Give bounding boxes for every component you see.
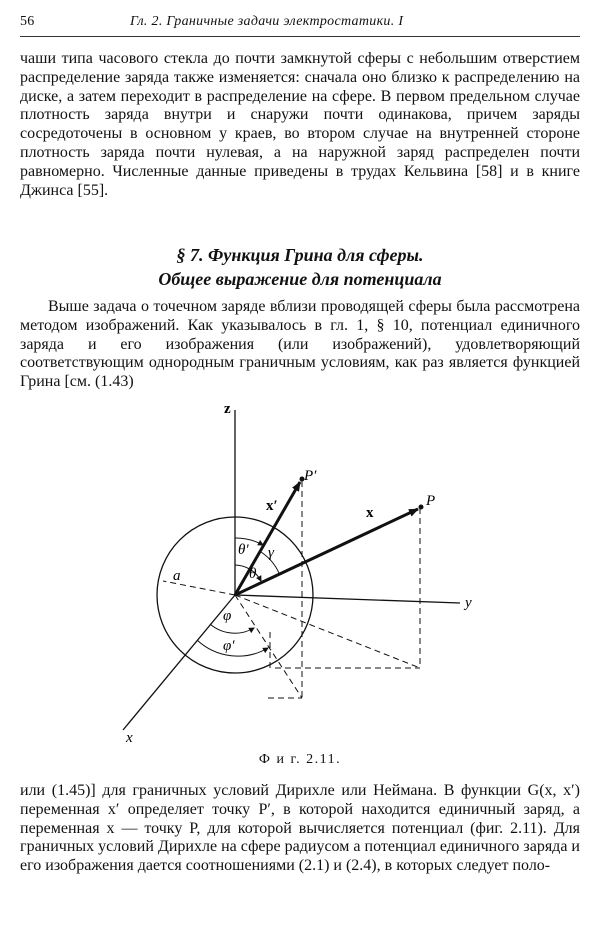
label-phi: φ (223, 608, 232, 624)
page-number: 56 (20, 14, 35, 29)
label-gamma: γ (268, 545, 274, 561)
label-phi-prime: φ′ (223, 638, 235, 654)
page-header (20, 10, 580, 36)
p-prime-foot-line (235, 595, 302, 698)
x-axis (123, 595, 235, 730)
paragraph-intro: Выше задача о точечном заряде вблизи проводящей сферы была рассмотрена методом изображений. Как указывалось в гл. 1, § 10, потенциал единичного заряда и его изображения (или изображений), удовлетворяющий соответствующим однородным граничным условиям, как раз является функцией Грина [см. (1.43) (20, 298, 580, 391)
label-p: P (426, 493, 436, 509)
sphere-geometry-svg (90, 400, 510, 750)
paragraph-green-function: или (1.45)] для граничных условий Дирихле или Неймана. В функции G(x, x′) переменная x′ определяет точку P′, в которой находится единичный заряд, а переменная x — точку P, для которой вычисляется потенциал (фиг. 2.11). Для граничных условий Дирихле на сфере радиусом a потенциал единичного заряда и его изображения дается соотношениями (2.1) и (2.4), в которых следует поло- (20, 782, 580, 875)
label-p-prime: P′ (304, 468, 317, 484)
phi-arc (210, 624, 254, 633)
point-p (419, 505, 424, 510)
figure-sphere-diagram (90, 400, 510, 750)
header-rule (20, 36, 580, 37)
section-heading (20, 243, 580, 291)
label-x-vec: x (366, 505, 374, 521)
label-a: a (173, 568, 181, 584)
section-heading-line2: Общее выражение для потенциала (158, 269, 442, 289)
paragraph-continued: чаши типа часового стекла до почти замкнутой сферы с небольшим отверстием распределение заряда также изменяется: сначала оно близко к распределению на диске, а затем переходит в распределение на сфере. В первом предельном случае плотность заряда внутри и снаружи почти одинакова, причем заряды сосредоточены в основном у краев, во втором случае на внутренней стороне плотность заряда почти нулевая, а на наружной заряд распределен почти равномерно. Численные данные приведены в трудах Кельвина [58] и в книге Джинса [55]. (20, 50, 580, 199)
p-foot-line (235, 595, 420, 668)
label-theta: θ (249, 566, 257, 582)
label-x-prime-vec: x′ (266, 498, 278, 514)
figure-caption: Ф и г. 2.11. (258, 752, 342, 767)
label-theta-prime: θ′ (238, 542, 249, 558)
label-x-axis: x (126, 730, 133, 746)
section-heading-line1: § 7. Функция Грина для сферы. (176, 245, 424, 265)
label-z: z (224, 401, 231, 417)
y-axis (235, 595, 460, 603)
label-y: y (465, 595, 472, 611)
running-title: Гл. 2. Граничные задачи электростатики. I (130, 14, 404, 29)
